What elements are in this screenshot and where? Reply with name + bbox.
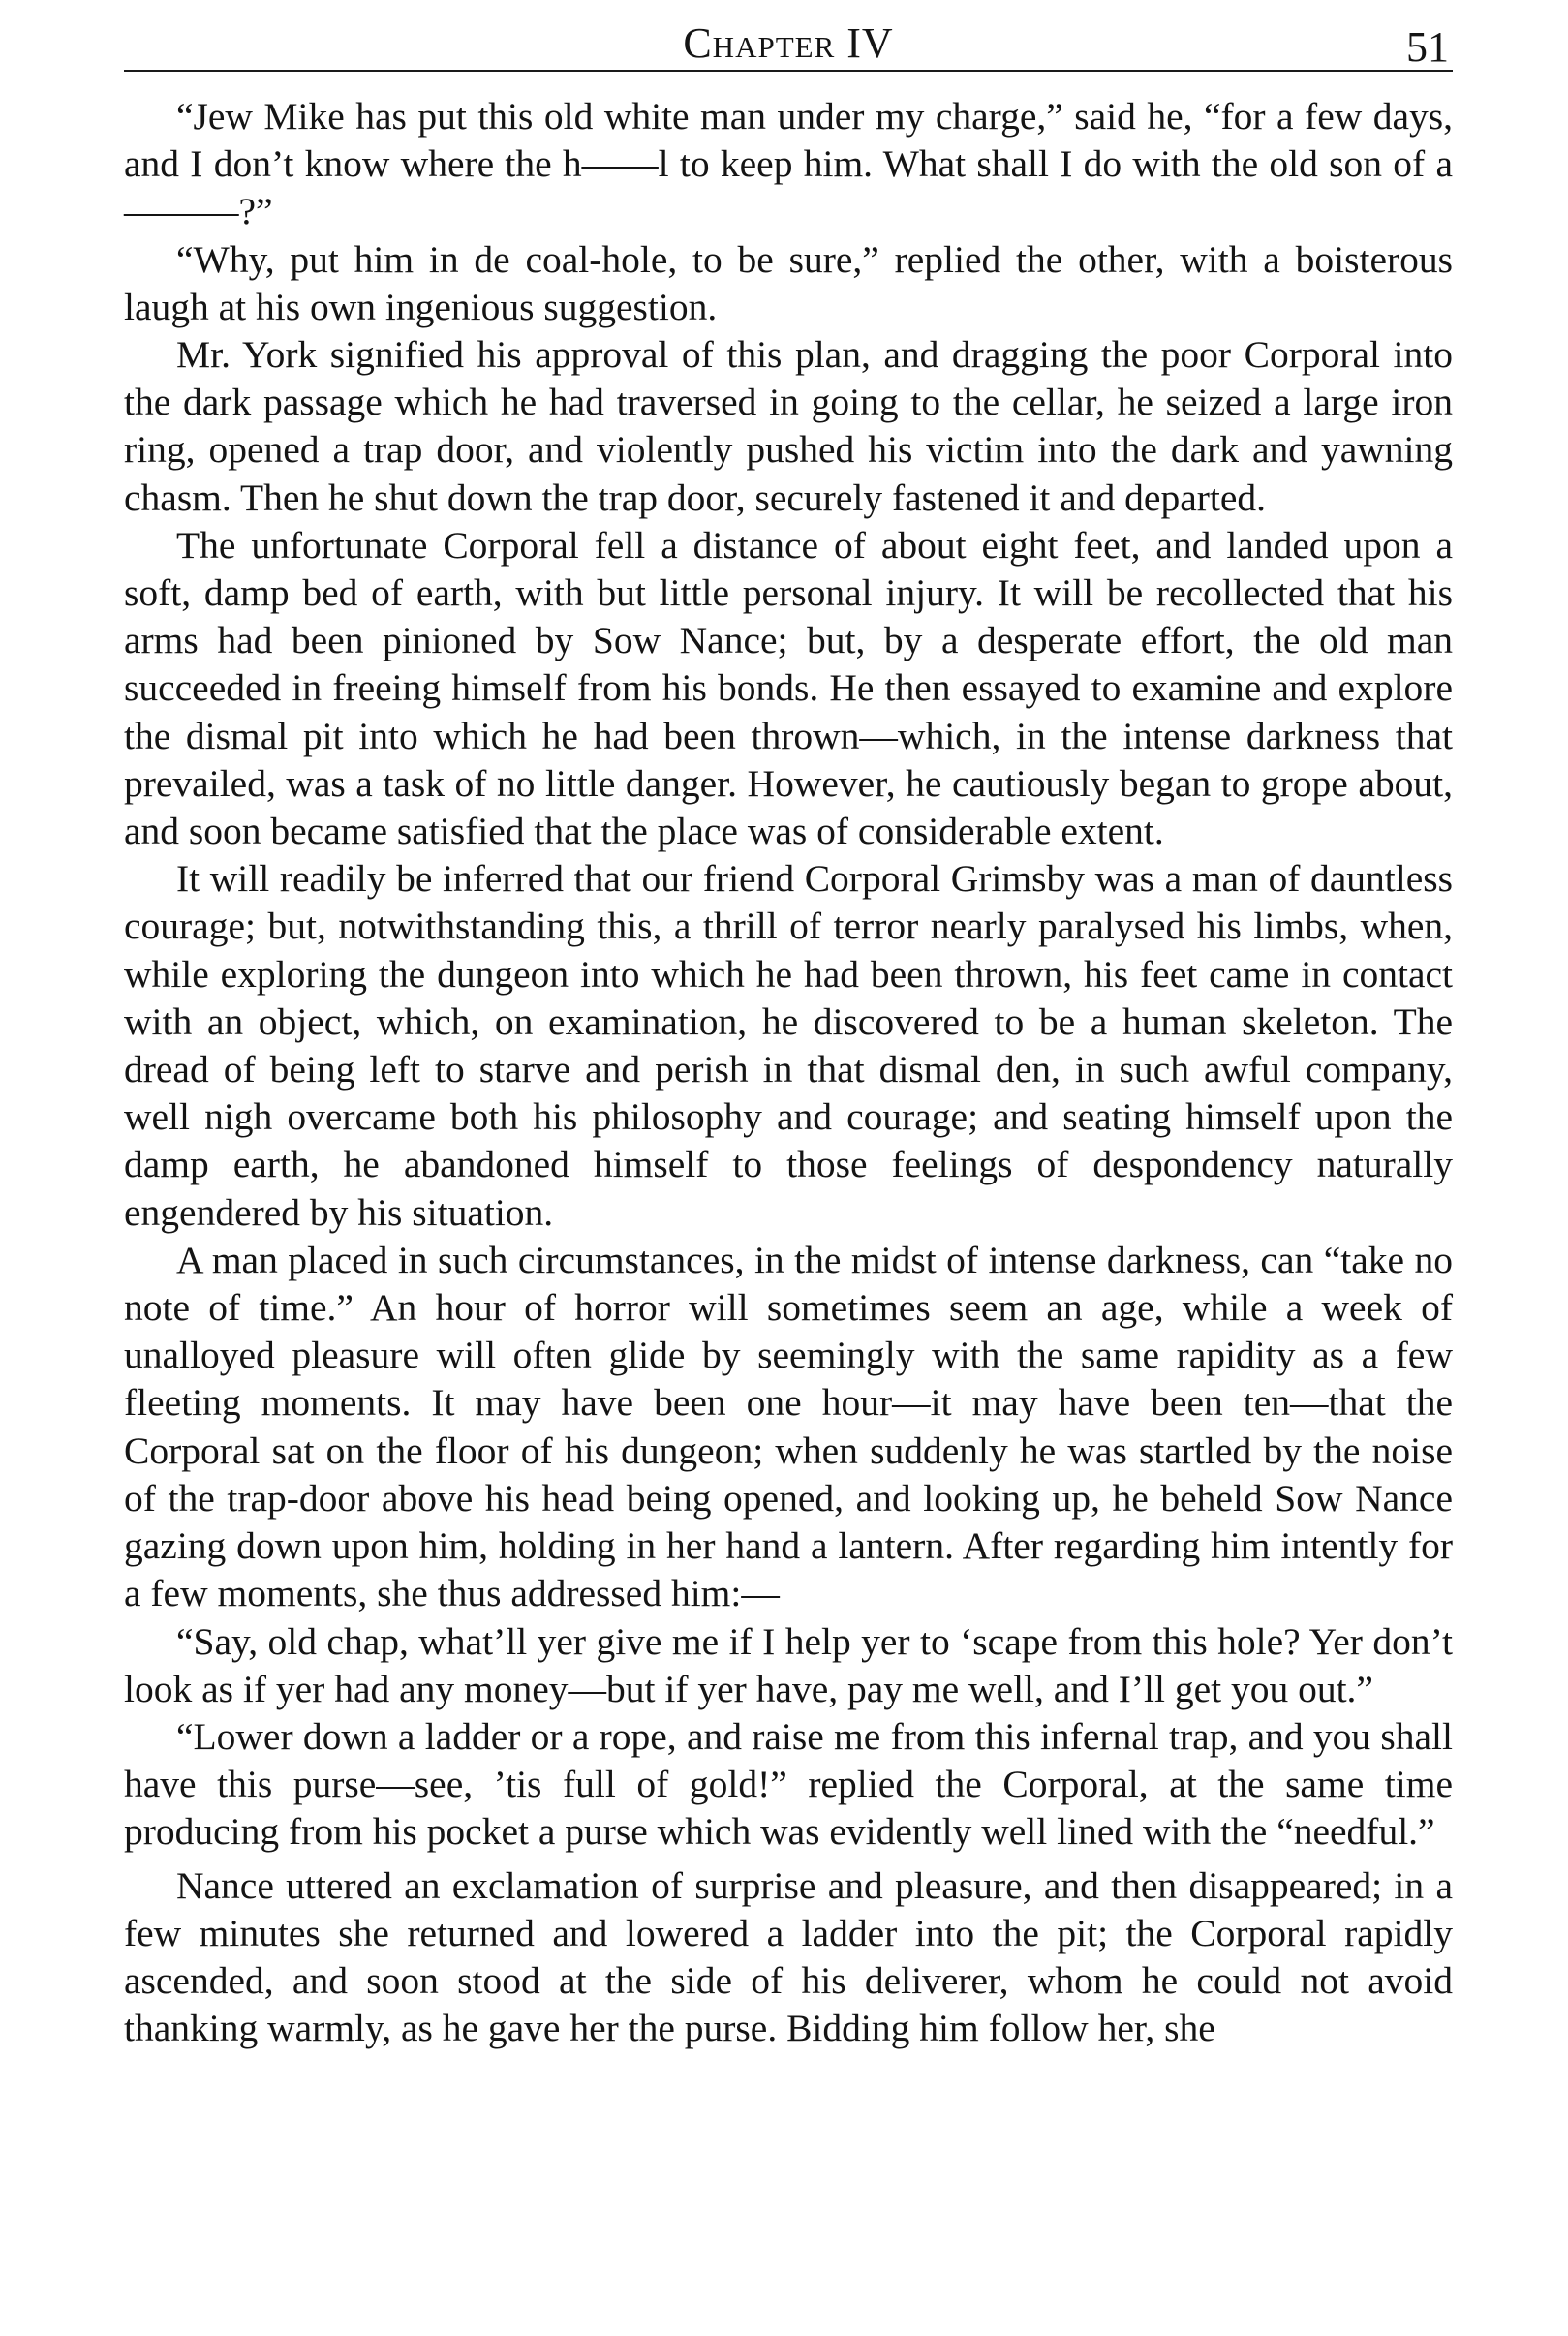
paragraph: “Why, put him in de coal-hole, to be sure,” replied the other, with a boisterous laugh at his own ingenious suggestion. bbox=[124, 237, 1453, 328]
paragraph: The unfortunate Corporal fell a distance of about eight feet, and landed upon a soft, damp bed of earth, with but little personal injury. It will be recollected that his arms had been pinioned by Sow Nance; but, by a desperate effort, the old man succeeded in freeing himself from his bonds. He then essayed to examine and explore the dismal pit into which he had been thrown—which, in the intense darkness that prevailed, was a task of no little danger. However, he cautiously began to grope about, and soon became satisfied that the place was of considerable extent. bbox=[124, 523, 1453, 853]
paragraph: Mr. York signified his approval of this plan, and dragging the poor Corporal into the dark passage which he had traversed in going to the cellar, he seized a large iron ring, opened a trap door, and violently pushed his victim into the dark and yawning chasm. Then he shut down the trap door, securely fastened it and departed. bbox=[124, 333, 1453, 519]
body-text bbox=[124, 93, 1453, 2052]
paragraph: It will readily be inferred that our friend Corporal Grimsby was a man of dauntless courage; but, notwithstanding this, a thrill of terror nearly paralysed his limbs, when, while exploring the dungeon into which he had been thrown, his feet came in contact with an object, which, on examination, he discovered to be a human skeleton. The dread of being left to starve and perish in that dismal den, in such awful company, well nigh overcame both his philosophy and courage; and seating himself upon the damp earth, he abandoned himself to those feelings of despondency naturally engendered by his situation. bbox=[124, 857, 1453, 1234]
chapter-title-text: Chapter IV bbox=[683, 19, 894, 67]
running-head bbox=[124, 14, 1453, 72]
chapter-title bbox=[124, 19, 1453, 68]
paragraph: “Say, old chap, what’ll yer give me if I help yer to ‘scape from this hole? Yer don’t look as if yer had any money—but if yer have, pay me well, and I’ll get you out.” bbox=[124, 1619, 1453, 1710]
paragraph: “Lower down a ladder or a rope, and raise me from this infernal trap, and you shall have this purse—see, ’tis full of gold!” replied the Corporal, at the same time producing from his pocket a purse which was evidently well lined with the “needful.” bbox=[124, 1714, 1453, 1854]
page-number: 51 bbox=[1406, 23, 1449, 71]
paragraph: A man placed in such circumstances, in the midst of intense darkness, can “take no note of time.” An hour of horror will sometimes seem an age, while a week of unalloyed pleasure will often glide by seemingly with the same rapidity as a few fleeting moments. It may have been one hour—it may have been ten—that the Corporal sat on the floor of his dungeon; when suddenly he was startled by the noise of the trap-door above his head being opened, and looking up, he beheld Sow Nance gazing down upon him, holding in her hand a lantern. After regarding him intently for a few moments, she thus addressed him:— bbox=[124, 1238, 1453, 1615]
paragraph: “Jew Mike has put this old white man under my charge,” said he, “for a few days, and I don’t know where the h——l to keep him. What shall I do with the old son of a ———?” bbox=[124, 95, 1453, 233]
paragraph: Nance uttered an exclamation of surprise and pleasure, and then disappeared; in a few minutes she returned and lowered a ladder into the pit; the Corporal rapidly ascended, and soon stood at the side of his deliverer, whom he could not avoid thanking warmly, as he gave her the purse. Bidding him follow her, she bbox=[124, 1863, 1453, 2050]
